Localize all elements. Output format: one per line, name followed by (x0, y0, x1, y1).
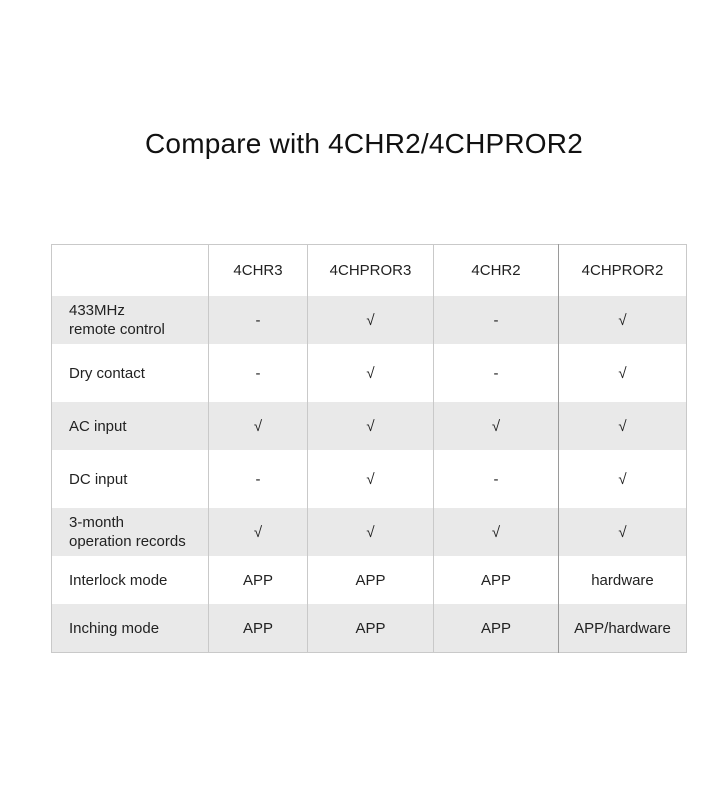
table-corner-cell (52, 245, 209, 297)
row-label-ac-input (52, 402, 209, 450)
table-cell: √ (209, 508, 308, 556)
row-label-operation-records (52, 508, 209, 556)
table-row (52, 508, 687, 556)
row-label-line: Interlock mode (69, 571, 168, 589)
table-cell: APP/hardware (559, 604, 687, 653)
row-label-line: operation records (69, 533, 186, 550)
row-label-dc-input (52, 450, 209, 508)
column-header-4chr2: 4CHR2 (434, 245, 559, 297)
table-cell: APP (434, 604, 559, 653)
table-cell: √ (559, 450, 687, 508)
table-cell: - (434, 296, 559, 344)
row-label-dry-contact (52, 344, 209, 402)
table-cell: √ (308, 450, 434, 508)
table-cell: - (209, 344, 308, 402)
table-cell: hardware (559, 556, 687, 604)
table-cell: APP (308, 604, 434, 653)
table-cell: - (209, 296, 308, 344)
table-cell: APP (308, 556, 434, 604)
table-cell: √ (559, 402, 687, 450)
row-label-line: 3-month (69, 514, 125, 531)
row-label-line: remote control (69, 321, 165, 338)
row-label-line: Dry contact (69, 364, 145, 382)
table-cell: √ (434, 508, 559, 556)
table-cell: √ (308, 402, 434, 450)
table-row (52, 556, 687, 604)
table-cell: APP (209, 604, 308, 653)
table-row (52, 604, 687, 653)
row-label-line: 433MHz (69, 302, 125, 319)
row-label-interlock-mode (52, 556, 209, 604)
column-header-4chr3: 4CHR3 (209, 245, 308, 297)
table-cell: - (434, 344, 559, 402)
table-cell: √ (308, 508, 434, 556)
table-row (52, 344, 687, 402)
table-cell: √ (559, 344, 687, 402)
table-cell: APP (434, 556, 559, 604)
row-label-line: DC input (69, 470, 128, 488)
table-cell: √ (209, 402, 308, 450)
table-cell: √ (308, 344, 434, 402)
column-header-4chpror3: 4CHPROR3 (308, 245, 434, 297)
table-row (52, 402, 687, 450)
table-cell: - (209, 450, 308, 508)
row-label-line: Inching mode (69, 619, 160, 637)
table-row (52, 450, 687, 508)
table-header-row (52, 245, 687, 297)
table-cell: √ (559, 508, 687, 556)
comparison-table (51, 244, 687, 653)
row-label-inching-mode (52, 604, 209, 653)
table-cell: √ (308, 296, 434, 344)
table-cell: √ (434, 402, 559, 450)
row-label-line: AC input (69, 417, 127, 435)
page-title: Compare with 4CHR2/4CHPROR2 (145, 128, 583, 159)
table-cell: √ (559, 296, 687, 344)
row-label-433mhz (52, 296, 209, 344)
column-header-4chpror2: 4CHPROR2 (559, 245, 687, 297)
table-cell: APP (209, 556, 308, 604)
table-row (52, 296, 687, 344)
table-cell: - (434, 450, 559, 508)
